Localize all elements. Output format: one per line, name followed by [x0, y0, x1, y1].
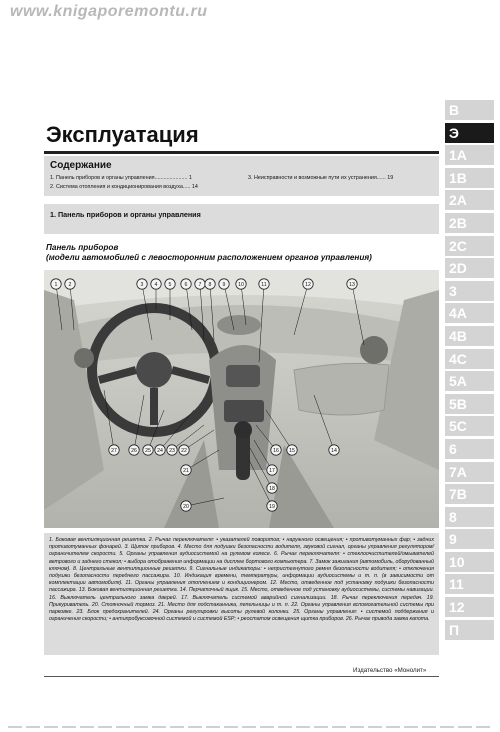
callout-number: 21: [183, 467, 189, 474]
callout-number: 17: [269, 467, 275, 474]
callout-number: 26: [131, 447, 137, 454]
figure-title-line1: Панель приборов: [46, 243, 119, 252]
chapter-tab[interactable]: 2D: [445, 258, 494, 278]
callout-number: 11: [261, 281, 267, 288]
figure-title: [46, 243, 372, 263]
chapter-tab[interactable]: П: [445, 620, 494, 640]
chapter-tab[interactable]: 1B: [445, 168, 494, 188]
callout-number: 9: [222, 281, 226, 288]
toc-box: [44, 156, 439, 196]
callout-number: 27: [111, 447, 117, 454]
callout-number: 18: [269, 485, 275, 492]
callout-leader: [266, 410, 292, 450]
bottom-decoration: [8, 726, 492, 728]
callout-number: 14: [331, 447, 337, 454]
chapter-tab[interactable]: 4C: [445, 349, 494, 369]
chapter-tab[interactable]: 12: [445, 597, 494, 617]
chapter-tab[interactable]: 4B: [445, 326, 494, 346]
toc-item[interactable]: 2. Система отопления и кондиционирования воздуха..... 14: [50, 184, 198, 190]
page-title: Эксплуатация: [46, 122, 199, 147]
callout-number: 22: [181, 447, 187, 454]
chapter-tab[interactable]: 11: [445, 574, 494, 594]
callout-number: 12: [305, 281, 311, 288]
chapter-tab[interactable]: 10: [445, 552, 494, 572]
callout-number: 15: [289, 447, 295, 454]
chapter-tab[interactable]: 5B: [445, 394, 494, 414]
chapter-tab[interactable]: 2C: [445, 236, 494, 256]
callout-number: 16: [273, 447, 279, 454]
callout-number: 4: [154, 281, 158, 288]
chapter-tab[interactable]: 4A: [445, 303, 494, 323]
watermark: www.knigaporemontu.ru: [10, 3, 208, 20]
chapter-tab[interactable]: Э: [445, 123, 494, 143]
footer-rule: [44, 676, 439, 677]
toc-item[interactable]: 1. Панель приборов и органы управления...................... 1: [50, 175, 193, 181]
callout-number: 10: [238, 281, 244, 288]
callout-number: 19: [269, 503, 275, 510]
chapter-tab[interactable]: 5C: [445, 416, 494, 436]
dashboard-illustration: [44, 270, 439, 528]
chapter-tab[interactable]: 3: [445, 281, 494, 301]
chapter-tab[interactable]: 7B: [445, 484, 494, 504]
chapter-tab[interactable]: 2B: [445, 213, 494, 233]
callout-number: 2: [68, 281, 72, 288]
callout-number: 25: [145, 447, 151, 454]
chapter-tab[interactable]: 6: [445, 439, 494, 459]
section-heading: 1. Панель приборов и органы управления: [50, 210, 201, 219]
callout-number: 24: [157, 447, 163, 454]
chapter-tab[interactable]: В: [445, 100, 494, 120]
callout-number: 23: [169, 447, 175, 454]
callout-number: 13: [349, 281, 355, 288]
callout-number: 5: [168, 281, 172, 288]
callout-number: 8: [208, 281, 212, 288]
figure-title-line2: (модели автомобилей с левосторонним расположением органов управления): [46, 253, 372, 262]
callout-number: 6: [184, 281, 188, 288]
section-box: [44, 204, 439, 234]
callout-leader: [134, 395, 144, 450]
callout-number: 1: [54, 281, 58, 288]
callout-number: 3: [140, 281, 144, 288]
chapter-tab[interactable]: 8: [445, 507, 494, 527]
toc-item[interactable]: 3. Неисправности и возможные пути их устранения...... 19: [248, 175, 394, 181]
chapter-tabs: [445, 100, 494, 642]
chapter-tab[interactable]: 5A: [445, 371, 494, 391]
dashboard-photo: [44, 270, 439, 528]
callout-number: 7: [198, 281, 202, 288]
chapter-tab[interactable]: 9: [445, 529, 494, 549]
publisher: Издательство «Монолит»: [353, 667, 427, 674]
figure-caption: 1. Боковая вентиляционная решетка. 2. Рычаг переключателя: • указателей поворотов; • наружного освещения; • противотуманных фар; • задних противотуманных фонарей. 3. Щиток приборов. 4. Место для подушки безопасности водителя, звуковой сигнал, органы управления регулятором/ограничителем скорости. 5. Органы управления аудиосистемой на рулевом колесе. 6. Рычаг переключателя: • стеклоочистителей/омывателей ветрового и заднего стекол; • выбора отображения информации на дисплее бортового компьютера. 7. Замок зажигания (автомобиль, оборудованный ключом). 8. Центральные вентиляционные решетки. 9. Сигнальные индикаторы: • непристегнутого ремня безопасности водителя; • отключения подушки безопасности переднего пассажира. 10. Индикация времени, температуры, информации аудиосистемы и т. п. (в зависимости от комплектации автомобиля). 11. Органы управления отоплением и кондиционером. 12. Место, отведенное под установку подушки безопасности пассажира. 13. Боковая вентиляционная решетка. 14. Перчаточный ящик. 15. Место, отведенное под установку аудиосистемы, системы навигации. 16. Выключатель центрального замка дверей. 17. Выключатель системой аварийной сигнализации. 18. Рычаг переключения передач. 19. Прикуриватель. 20. Стояночный тормоз. 21. Место для подстаканника, пепельницы и т. п. 22. Органы управления вспомогательной системы при парковке. 23. Блок предохранителей. 24. Органы регулировки высоты рулевой колонки. 25. Органы управления: • системой поддержания и ограничения скорости; • антипробуксовочной системой и системой ESP; • реостатом освещения щитка приборов. 26. Рычаг привода замка капота.: [44, 533, 439, 655]
chapter-tab[interactable]: 1A: [445, 145, 494, 165]
chapter-tab[interactable]: 2A: [445, 190, 494, 210]
callout-number: 20: [183, 503, 189, 510]
title-rule: [44, 151, 439, 154]
toc-heading: Содержание: [50, 160, 112, 171]
chapter-tab[interactable]: 7A: [445, 462, 494, 482]
